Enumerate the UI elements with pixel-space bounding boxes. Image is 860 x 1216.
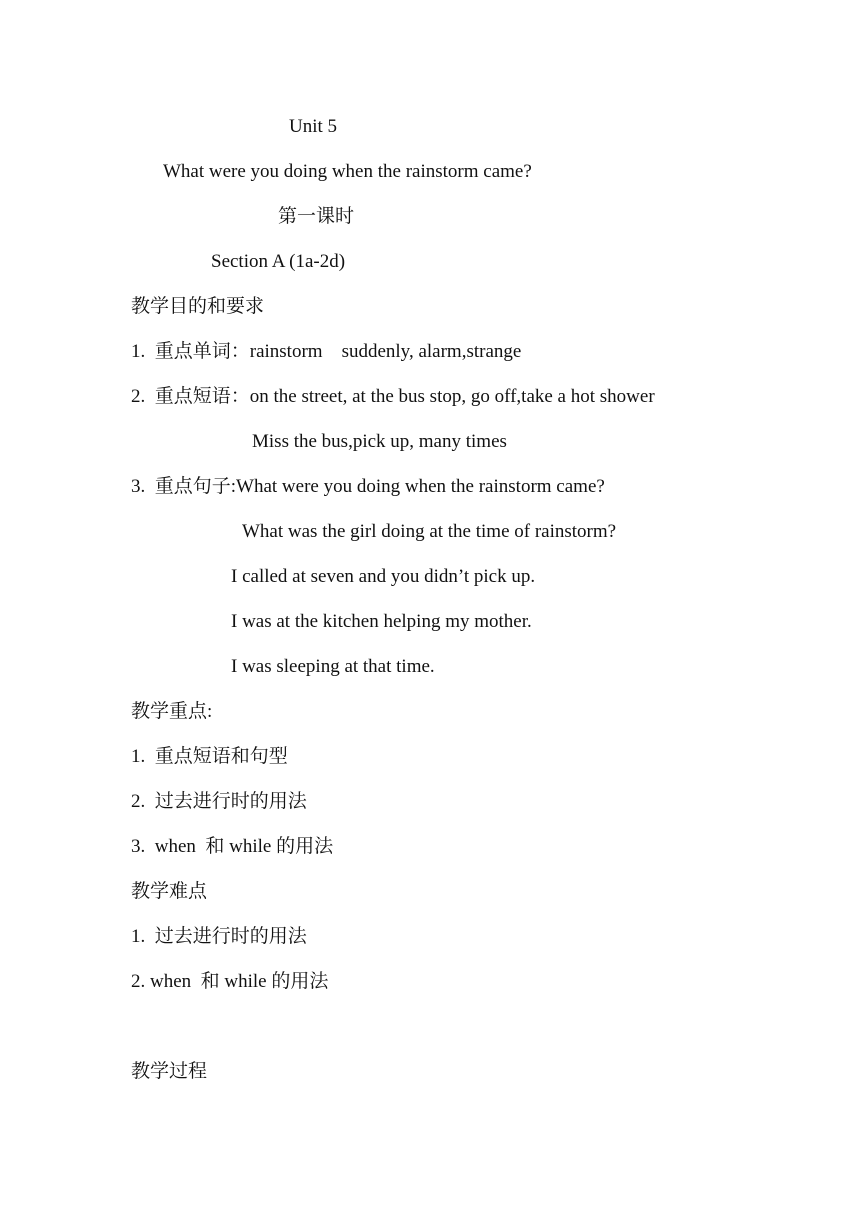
objectives-heading: 教学目的和要求 bbox=[131, 296, 265, 317]
key-sentence-2: What was the girl doing at the time of rainstorm? bbox=[242, 521, 617, 542]
difficulty-item: 2. when 和 while 的用法 bbox=[131, 971, 329, 992]
key-words: 1. 重点单词：rainstorm suddenly, alarm,strange bbox=[131, 341, 522, 362]
process-heading: 教学过程 bbox=[131, 1061, 208, 1082]
key-sentence-3: I called at seven and you didn’t pick up. bbox=[231, 566, 536, 587]
difficulties-heading: 教学难点 bbox=[131, 881, 208, 902]
key-point-item: 1. 重点短语和句型 bbox=[131, 746, 288, 767]
section-label: Section A (1a-2d) bbox=[211, 251, 346, 272]
key-sentences: 3. 重点句子:What were you doing when the rainstorm came? bbox=[131, 476, 605, 497]
key-point-item: 2. 过去进行时的用法 bbox=[131, 791, 307, 812]
key-phrases: 2. 重点短语：on the street, at the bus stop, go off,take a hot shower bbox=[131, 386, 655, 407]
key-points-heading: 教学重点: bbox=[131, 701, 213, 722]
key-sentence-5: I was sleeping at that time. bbox=[231, 656, 435, 677]
difficulty-item: 1. 过去进行时的用法 bbox=[131, 926, 307, 947]
key-point-item: 3. when 和 while 的用法 bbox=[131, 836, 334, 857]
lesson-title: What were you doing when the rainstorm came? bbox=[163, 161, 532, 182]
unit-label: Unit 5 bbox=[289, 116, 338, 137]
key-phrases-continued: Miss the bus,pick up, many times bbox=[252, 431, 507, 452]
key-sentence-4: I was at the kitchen helping my mother. bbox=[231, 611, 532, 632]
lesson-period: 第一课时 bbox=[278, 206, 355, 227]
